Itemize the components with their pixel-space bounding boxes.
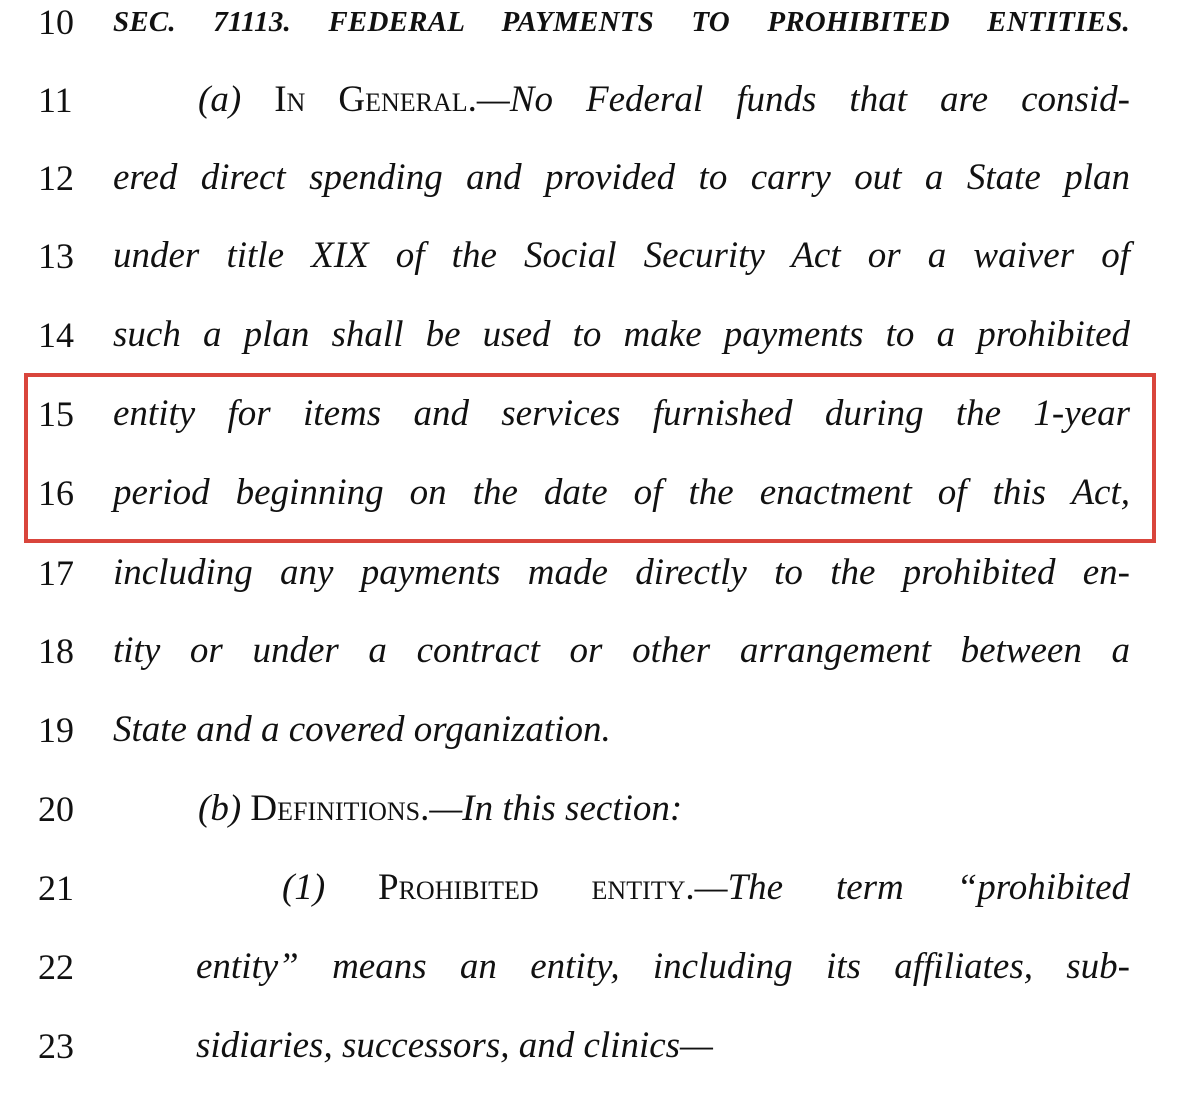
line-text: entity for items and services furnished during the 1-year: [113, 393, 1130, 434]
line-12: [0, 148, 1200, 208]
line-text: sidiaries, successors, and clinics—: [196, 1025, 713, 1066]
line-text: [198, 70, 1130, 130]
line-23: [0, 1016, 1200, 1076]
line-19: [0, 700, 1200, 760]
line-text: period beginning on the date of the enactment of this Act,: [113, 472, 1130, 513]
line-10: [0, 0, 1200, 52]
line-number: 17: [38, 553, 74, 593]
line-number: 13: [38, 236, 74, 276]
line-text: [282, 858, 1130, 918]
subsection-marker: (a): [198, 79, 275, 120]
line-number: 22: [38, 947, 74, 987]
line-number: 15: [38, 394, 74, 434]
line-22: [0, 937, 1200, 997]
line-number: 21: [38, 868, 74, 908]
line-17: [0, 543, 1200, 603]
line-body: —In this section:: [429, 788, 683, 829]
line-number: 20: [38, 789, 74, 829]
line-text: such a plan shall be used to make payments to a prohibited: [113, 314, 1130, 355]
line-18: [0, 621, 1200, 681]
line-body: —The term “prohibited: [694, 867, 1130, 908]
line-number: 19: [38, 710, 74, 750]
line-text: ered direct spending and provided to carry out a State plan: [113, 157, 1130, 198]
line-text: tity or under a contract or other arrangement between a: [113, 630, 1130, 671]
line-text: State and a covered organization.: [113, 709, 611, 750]
line-20: [0, 779, 1200, 839]
line-text: including any payments made directly to the prohibited en-: [113, 552, 1130, 593]
line-number: 11: [38, 80, 73, 120]
line-number: 10: [38, 2, 74, 42]
line-number: 14: [38, 315, 74, 355]
line-text: [198, 779, 682, 839]
paragraph-marker: (1): [282, 867, 379, 908]
line-13: [0, 226, 1200, 286]
paragraph-heading: Prohibited entity.: [378, 867, 695, 908]
line-text: entity” means an entity, including its affiliates, sub-: [196, 946, 1130, 987]
line-11: [0, 70, 1200, 130]
line-21: [0, 858, 1200, 918]
subsection-heading: Definitions.: [250, 788, 430, 829]
line-14: [0, 305, 1200, 365]
line-number: 18: [38, 631, 74, 671]
line-text: under title XIX of the Social Security Act or a waiver of: [113, 235, 1130, 276]
line-number: 16: [38, 473, 74, 513]
line-number: 12: [38, 158, 74, 198]
line-number: 23: [38, 1026, 74, 1066]
subsection-heading: In General.: [274, 79, 477, 120]
section-heading: SEC. 71113. FEDERAL PAYMENTS TO PROHIBITED ENTITIES.: [113, 6, 1130, 38]
line-body: —No Federal funds that are consid-: [476, 79, 1130, 120]
highlight-box: [24, 373, 1156, 543]
subsection-marker: (b): [198, 788, 251, 829]
